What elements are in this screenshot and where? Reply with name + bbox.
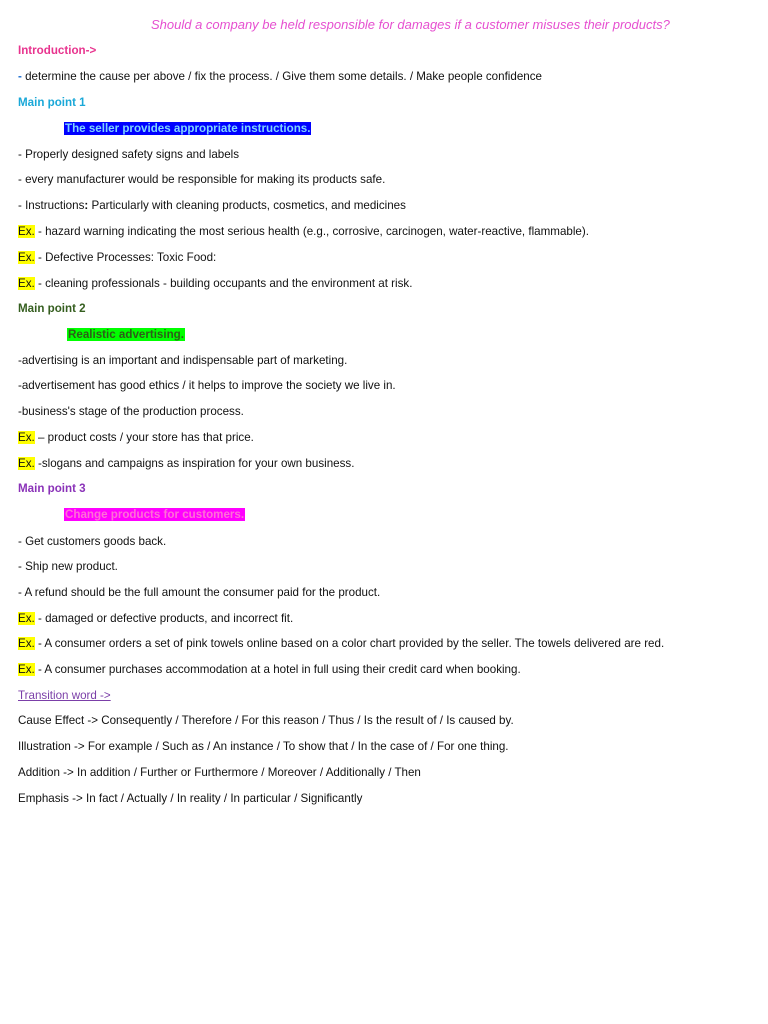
main-point-3-example-2 — [18, 636, 664, 652]
example-text: - hazard warning indicating the most serious health (e.g., corrosive, carcinogen, water-reactive, flammable). — [34, 225, 589, 238]
main-point-1-highlight-text: The seller provides appropriate instructions. — [65, 122, 311, 135]
main-point-2-bullet-2: -advertisement has good ethics / it helps to improve the society we live in. — [18, 379, 396, 392]
example-text: - damaged or defective products, and incorrect fit. — [34, 612, 294, 625]
transition-cause-effect: Cause Effect -> Consequently / Therefore / For this reason / Thus / Is the result of / Is caused by. — [18, 714, 514, 727]
example-label: Ex. — [18, 277, 35, 290]
main-point-1-highlight — [64, 121, 311, 137]
main-point-1-example-1 — [18, 224, 589, 240]
main-point-3-example-1 — [18, 611, 293, 627]
main-point-1-bullet-3 — [18, 198, 406, 214]
introduction-text — [18, 69, 542, 85]
introduction-heading: Introduction-> — [18, 44, 97, 57]
main-point-2-example-2 — [18, 456, 354, 472]
main-point-2-highlight — [67, 327, 185, 343]
example-label: Ex. — [18, 457, 35, 470]
transition-emphasis: Emphasis -> In fact / Actually / In reality / In particular / Significantly — [18, 792, 363, 805]
example-label: Ex. — [18, 251, 35, 264]
introduction-dash: - — [18, 70, 22, 83]
document-title: Should a company be held responsible for damages if a customer misuses their products? — [151, 17, 670, 32]
main-point-2-bullet-3: -business's stage of the production process. — [18, 405, 244, 418]
main-point-1-bullet-2: - every manufacturer would be responsible for making its products safe. — [18, 173, 386, 186]
main-point-2-heading: Main point 2 — [18, 302, 86, 315]
example-label: Ex. — [18, 663, 35, 676]
main-point-3-highlight — [64, 507, 245, 523]
transition-heading: Transition word -> — [18, 689, 111, 702]
main-point-3-bullet-1: - Get customers goods back. — [18, 535, 167, 548]
example-text: - A consumer orders a set of pink towels online based on a color chart provided by the seller. The towels delivered are red. — [34, 637, 665, 650]
main-point-1-bullet-1: - Properly designed safety signs and labels — [18, 148, 240, 161]
example-text: - cleaning professionals - building occupants and the environment at risk. — [34, 277, 413, 290]
example-text: - A consumer purchases accommodation at a hotel in full using their credit card when booking. — [34, 663, 521, 676]
transition-illustration: Illustration -> For example / Such as / An instance / To show that / In the case of / For one thing. — [18, 740, 509, 753]
instructions-label: - Instructions — [18, 199, 85, 212]
main-point-2-bullet-1: -advertising is an important and indispensable part of marketing. — [18, 354, 348, 367]
example-label: Ex. — [18, 637, 35, 650]
main-point-1-example-2 — [18, 250, 216, 266]
transition-addition: Addition -> In addition / Further or Furthermore / Moreover / Additionally / Then — [18, 766, 421, 779]
example-text: -slogans and campaigns as inspiration for your own business. — [34, 457, 355, 470]
main-point-1-heading: Main point 1 — [18, 96, 86, 109]
example-label: Ex. — [18, 431, 35, 444]
instructions-text: Particularly with cleaning products, cosmetics, and medicines — [88, 199, 406, 212]
main-point-2-example-1 — [18, 430, 254, 446]
main-point-1-example-3 — [18, 276, 412, 292]
main-point-3-bullet-2: - Ship new product. — [18, 560, 118, 573]
example-text: - Defective Processes: Toxic Food: — [34, 251, 217, 264]
introduction-body: determine the cause per above / fix the process. / Give them some details. / Make people confidence — [25, 70, 542, 83]
example-text: – product costs / your store has that price. — [34, 431, 254, 444]
instructions-colon: : — [84, 199, 89, 212]
main-point-2-highlight-text: Realistic advertising. — [68, 328, 184, 341]
example-label: Ex. — [18, 612, 35, 625]
main-point-3-example-3 — [18, 662, 521, 678]
main-point-3-highlight-text: Change products for customers. — [65, 508, 245, 521]
main-point-3-bullet-3: - A refund should be the full amount the consumer paid for the product. — [18, 586, 381, 599]
main-point-3-heading: Main point 3 — [18, 482, 86, 495]
example-label: Ex. — [18, 225, 35, 238]
